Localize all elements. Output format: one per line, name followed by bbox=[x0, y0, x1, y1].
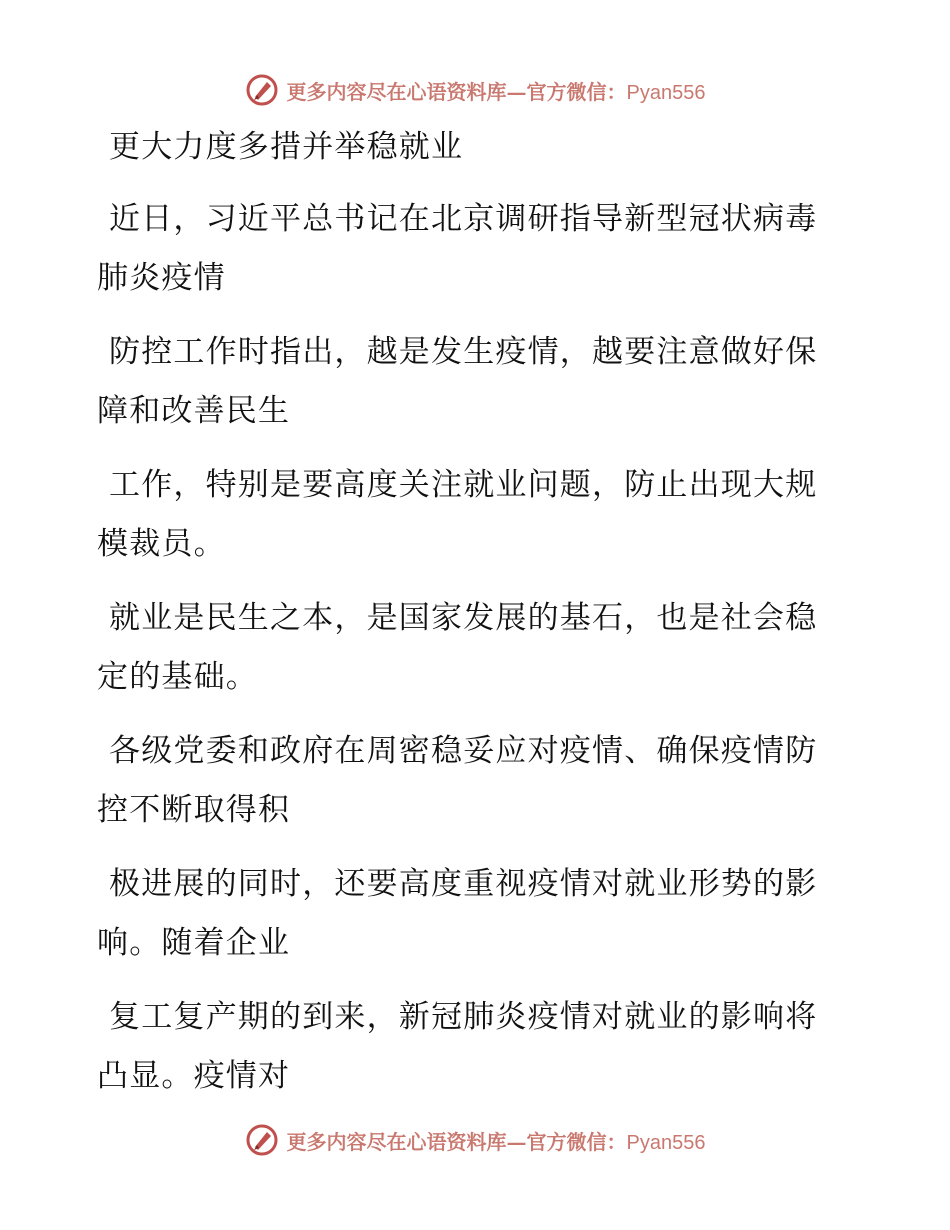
paragraph: 各级党委和政府在周密稳妥应对疫情、确保疫情防控不断取得积 bbox=[97, 733, 818, 828]
footer-wechat-id: Pyan556 bbox=[626, 1131, 706, 1154]
document-title: 更大力度多措并举稳就业 bbox=[109, 129, 464, 165]
header-banner bbox=[0, 70, 950, 110]
paragraph: 工作，特别是要高度关注就业问题，防止出现大规模裁员。 bbox=[97, 467, 818, 562]
pen-nib-logo-icon bbox=[245, 1123, 279, 1157]
header-banner-text: 更多内容尽在心语资料库—官方微信： bbox=[286, 79, 627, 104]
footer-banner-label bbox=[287, 1126, 706, 1155]
header-wechat-id: Pyan556 bbox=[626, 81, 706, 104]
paragraph: 防控工作时指出，越是发生疫情，越要注意做好保障和改善民生 bbox=[97, 334, 818, 429]
paragraph: 复工复产期的到来，新冠肺炎疫情对就业的影响将凸显。疫情对 bbox=[97, 999, 818, 1094]
header-banner-label bbox=[287, 76, 706, 105]
footer-banner-text: 更多内容尽在心语资料库—官方微信： bbox=[286, 1129, 627, 1154]
pen-nib-logo-icon bbox=[245, 73, 279, 107]
footer-banner bbox=[0, 1120, 950, 1160]
document-body bbox=[97, 118, 832, 1121]
paragraph: 极进展的同时，还要高度重视疫情对就业形势的影响。随着企业 bbox=[97, 866, 818, 961]
paragraph: 近日，习近平总书记在北京调研指导新型冠状病毒肺炎疫情 bbox=[97, 201, 818, 296]
paragraph: 就业是民生之本，是国家发展的基石，也是社会稳定的基础。 bbox=[97, 600, 818, 695]
